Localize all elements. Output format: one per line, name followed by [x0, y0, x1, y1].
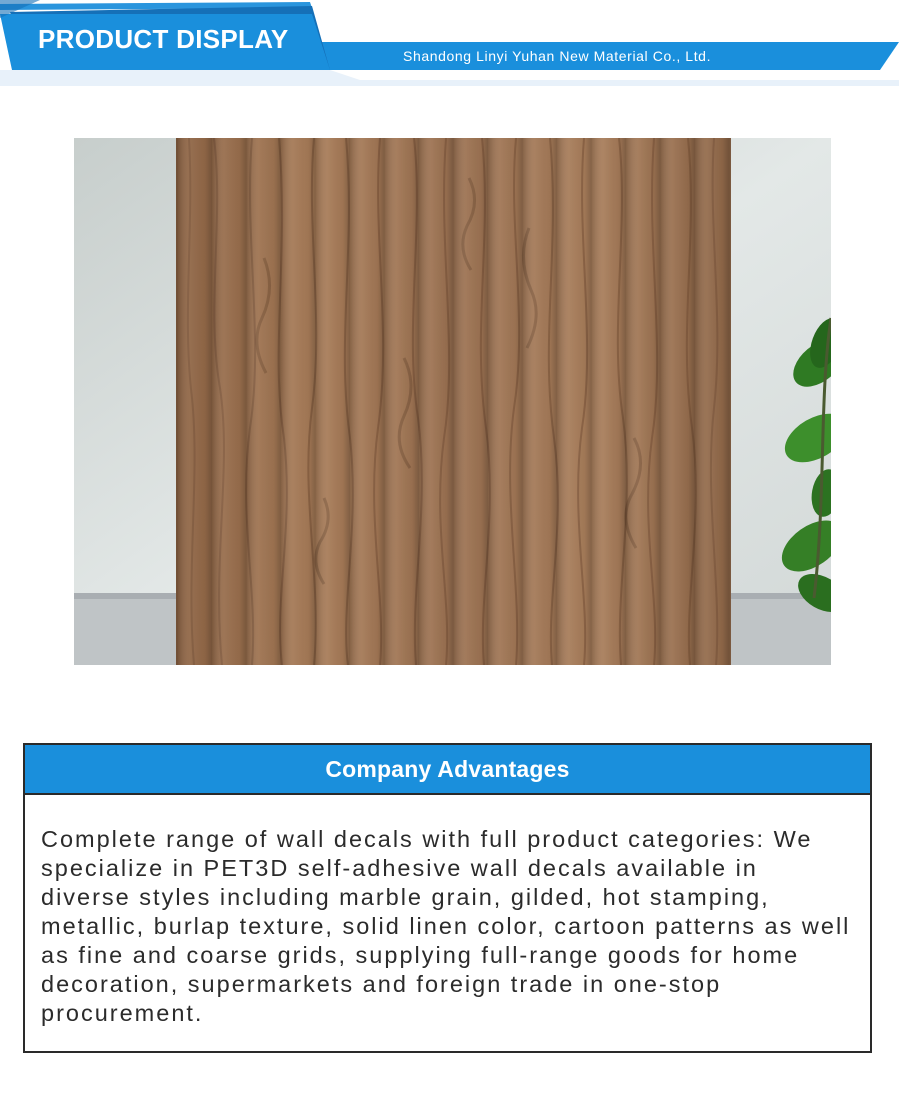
advantages-text: Complete range of wall decals with full product categories: We specialize in PET3D self-adhesive wall decals available in diverse styles including marble grain, gilded, hot stamping, metallic, burlap texture, solid linen color, cartoon patterns as well as fine and coarse grids, supplying full-range goods for home decoration, supermarkets and foreign trade in one-stop procurement.: [41, 826, 851, 1026]
advantages-heading: Company Advantages: [325, 755, 570, 782]
company-name: Shandong Linyi Yuhan New Material Co., Ltd.: [403, 48, 712, 64]
company-advantages-panel: [23, 743, 872, 1053]
header-banner: [0, 0, 899, 110]
wood-grain-wall-panel-photo: [74, 138, 831, 665]
page-title: PRODUCT DISPLAY: [38, 24, 289, 54]
advantages-header: [25, 745, 870, 795]
